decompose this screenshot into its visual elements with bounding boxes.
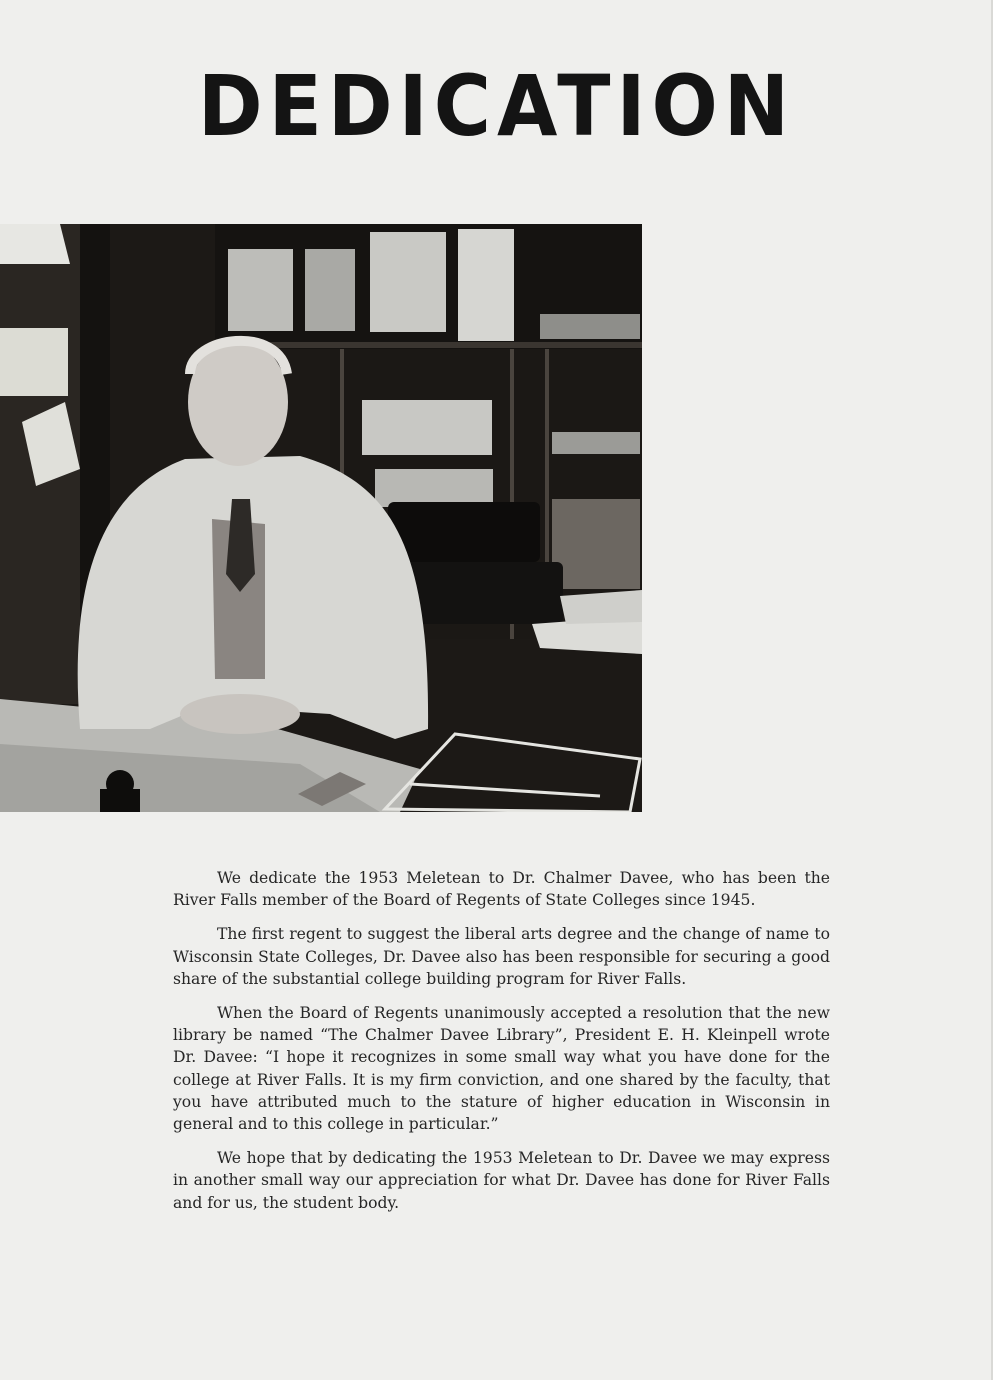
paragraph-3: When the Board of Regents unanimously accepted a resolution that the new library be named “The Chalmer Davee Library”, President E. H. Kleinpell wrote Dr. Davee: “I hope it recognizes in some small way what you have done for the college at River Falls. It is my firm conviction, and one shared by the faculty, that you have attributed much to the stature of higher education in Wisconsin in general and to this college in particular.” bbox=[173, 1004, 830, 1134]
page-title: DEDICATION bbox=[197, 58, 796, 156]
paragraph-4: We hope that by dedicating the 1953 Meletean to Dr. Davee we may express in another small way our appreciation for what Dr. Davee has done for River Falls and for us, the student body. bbox=[173, 1149, 830, 1212]
portrait-photo bbox=[0, 224, 642, 812]
dedication-text bbox=[173, 867, 830, 1226]
paragraph-1: We dedicate the 1953 Meletean to Dr. Chalmer Davee, who has been the River Falls member of the Board of Regents of State Colleges since 1945. bbox=[173, 869, 830, 910]
paragraph-2: The first regent to suggest the liberal arts degree and the change of name to Wisconsin State Colleges, Dr. Davee also has been responsible for securing a good share of the substantial college building program for River Falls. bbox=[173, 925, 830, 988]
